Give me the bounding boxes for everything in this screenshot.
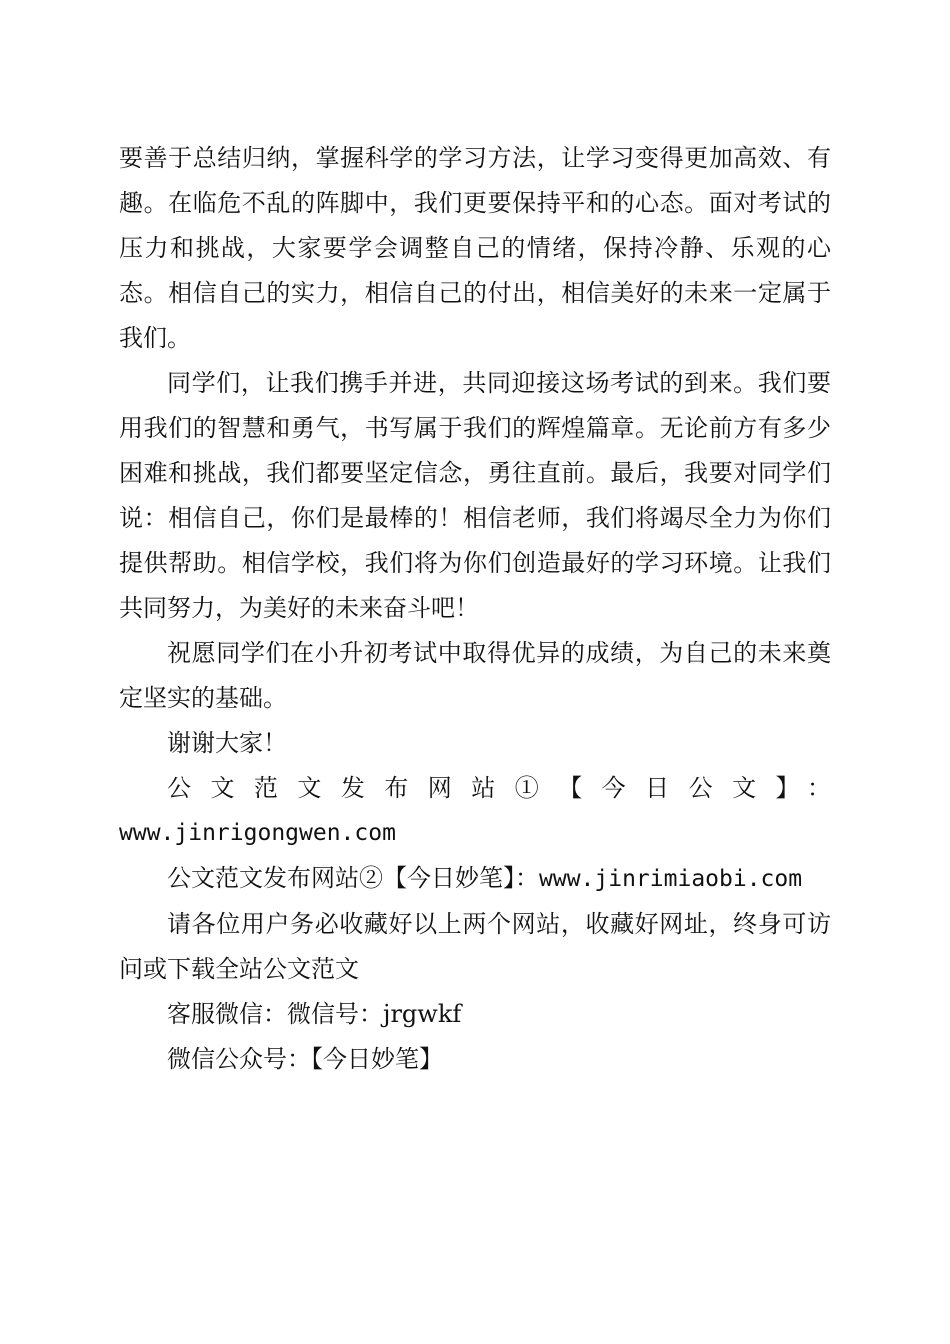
site-2-line bbox=[119, 856, 831, 902]
paragraph-encouragement: 同学们，让我们携手并进，共同迎接这场考试的到来。我们要用我们的智慧和勇气，书写属于我们的辉煌篇章。无论前方有多少困难和挑战，我们都要坚定信念，勇往直前。最后，我要对同学们说：相信自己，你们是最棒的！相信老师，我们将竭尽全力为你们提供帮助。相信学校，我们将为你们创造最好的学习环境。让我们共同努力，为美好的未来奋斗吧！ bbox=[119, 369, 831, 622]
paragraph-thanks: 谢谢大家！ bbox=[167, 729, 287, 757]
site-1-label: 公文范文发布网站①【今日公文】： bbox=[167, 774, 831, 802]
site-2-url[interactable]: www.jinrimiaobi.com bbox=[539, 866, 803, 892]
document-body bbox=[119, 136, 831, 1082]
paragraph-study-methods: 要善于总结归纳，掌握科学的学习方法，让学习变得更加高效、有趣。在临危不乱的阵脚中，我们更要保持平和的心态。面对考试的压力和挑战，大家要学会调整自己的情绪，保持冷静、乐观的心态。相信自己的实力，相信自己的付出，相信美好的未来一定属于我们。 bbox=[119, 144, 831, 352]
wechat-service: 客服微信：微信号：jrgwkf bbox=[167, 1000, 462, 1028]
site-1-url[interactable]: www.jinrigongwen.com bbox=[119, 820, 396, 846]
bookmark-notice: 请各位用户务必收藏好以上两个网站，收藏好网址，终身可访问或下载全站公文范文 bbox=[119, 910, 831, 983]
paragraph-wishes: 祝愿同学们在小升初考试中取得优异的成绩，为自己的未来奠定坚实的基础。 bbox=[119, 639, 831, 712]
site-2-label: 公文范文发布网站②【今日妙笔】： bbox=[167, 864, 539, 892]
wechat-official-account: 微信公众号：【今日妙笔】 bbox=[167, 1045, 443, 1073]
